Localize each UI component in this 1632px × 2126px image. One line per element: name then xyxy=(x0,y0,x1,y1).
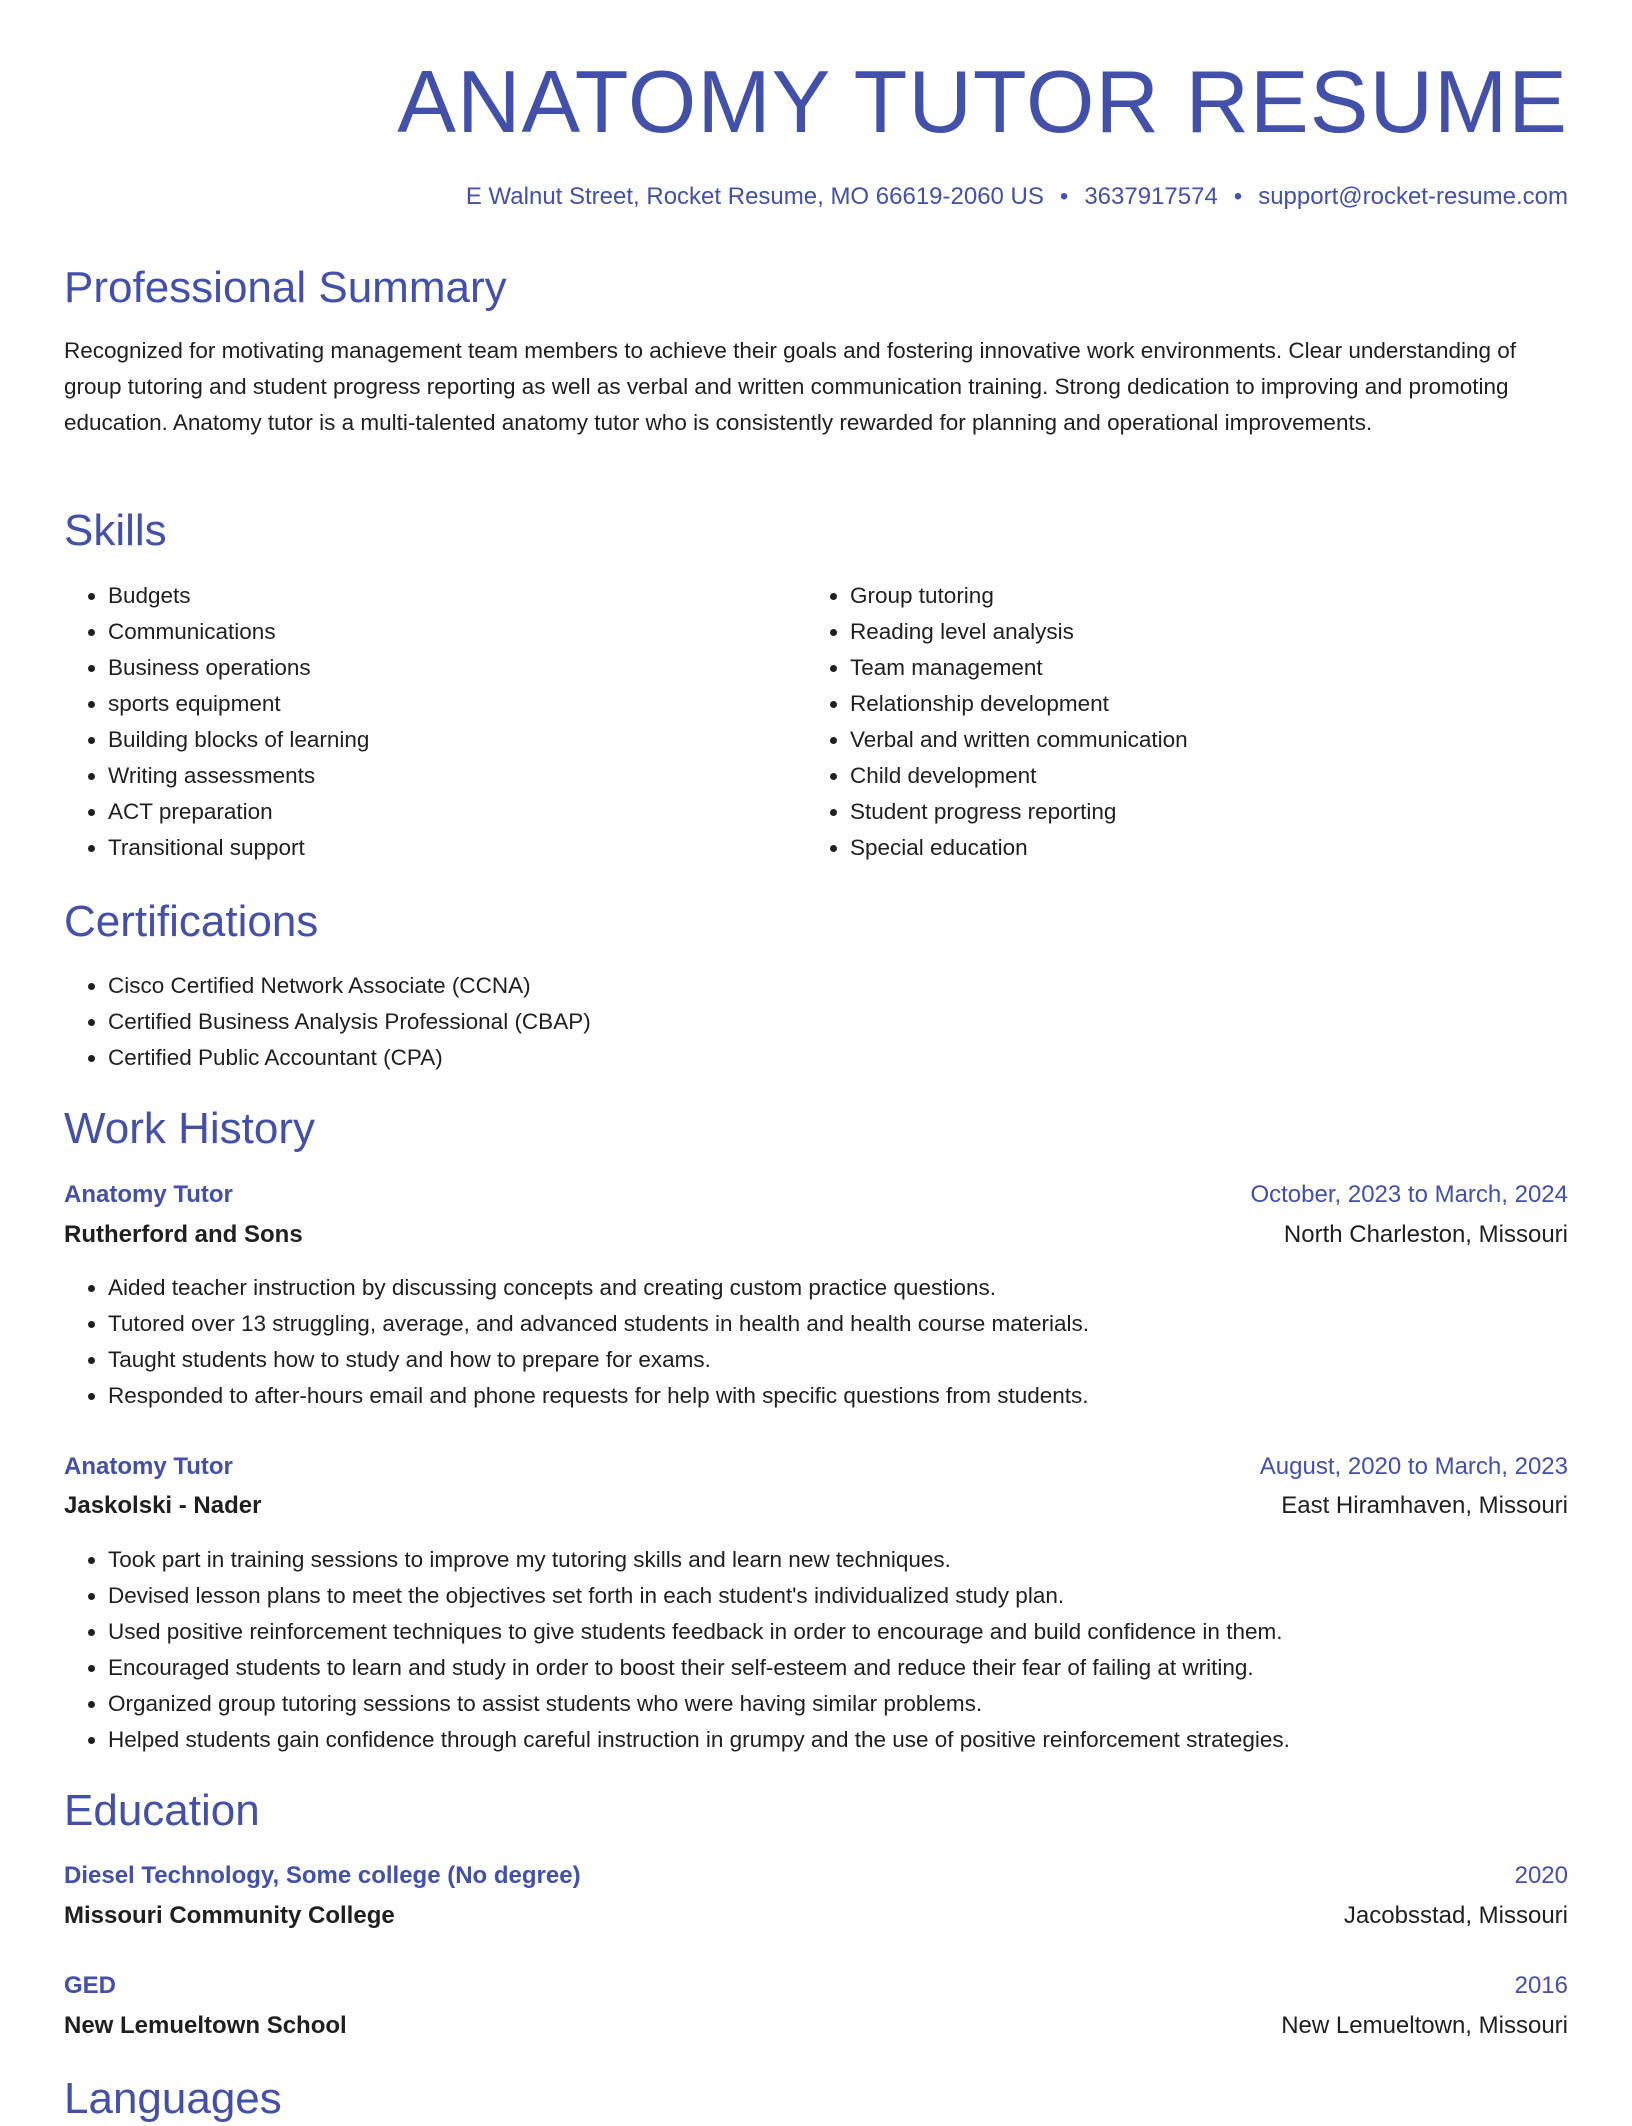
job-dates: August, 2020 to March, 2023 xyxy=(1259,1453,1568,1480)
certification-item: • Certified Public Accountant (CPA) xyxy=(108,1040,591,1076)
job-header xyxy=(64,1447,1568,1487)
certifications-heading: Certifications xyxy=(64,897,319,946)
job-bullets xyxy=(64,1542,1290,1758)
resume-page xyxy=(64,0,1568,2123)
job-title: Anatomy Tutor xyxy=(64,1453,233,1480)
education-heading: Education xyxy=(64,1786,260,1835)
skill-item: • Child development xyxy=(850,758,1188,794)
skill-item: • Group tutoring xyxy=(850,578,1188,614)
skill-item: • Team management xyxy=(850,650,1188,686)
education-subheader xyxy=(64,1896,1568,1936)
job-location: East Hiramhaven, Missouri xyxy=(1281,1492,1568,1519)
education-header xyxy=(64,1966,1568,2006)
skill-item: • Building blocks of learning xyxy=(108,722,369,758)
phone: 3637917574 xyxy=(1084,183,1218,210)
job-bullet: • Encouraged students to learn and study in order to boost their self-esteem and reduce their fear of failing at writing. xyxy=(108,1650,1290,1686)
job-title: Anatomy Tutor xyxy=(64,1181,233,1208)
skill-item: • Student progress reporting xyxy=(850,794,1188,830)
job-location: North Charleston, Missouri xyxy=(1283,1221,1568,1248)
skill-item: • Transitional support xyxy=(108,830,369,866)
contact-line xyxy=(466,180,1568,214)
job-bullets xyxy=(64,1270,1089,1414)
education-location: Jacobsstad, Missouri xyxy=(1343,1902,1568,1929)
job-bullet: • Used positive reinforcement techniques to give students feedback in order to encourage and build confidence in them. xyxy=(108,1614,1290,1650)
languages-heading: Languages xyxy=(64,2074,282,2123)
job-bullet: • Took part in training sessions to improve my tutoring skills and learn new techniques. xyxy=(108,1542,1290,1578)
job-bullet: • Taught students how to study and how to prepare for exams. xyxy=(108,1342,1089,1378)
education-school: Missouri Community College xyxy=(64,1902,395,1929)
job-dates: October, 2023 to March, 2024 xyxy=(1250,1181,1568,1208)
certification-item: • Cisco Certified Network Associate (CCNA) xyxy=(108,968,591,1004)
education-subheader xyxy=(64,2006,1568,2046)
address: E Walnut Street, Rocket Resume, MO 66619-2060 US xyxy=(465,183,1044,210)
education-year: 2020 xyxy=(1514,1862,1568,1889)
skill-item: • Business operations xyxy=(108,650,369,686)
skills-heading: Skills xyxy=(64,506,167,555)
work-history-heading: Work History xyxy=(64,1104,315,1153)
certifications-list xyxy=(64,968,591,1076)
education-school: New Lemueltown School xyxy=(64,2012,347,2039)
certification-item: • Certified Business Analysis Professional (CBAP) xyxy=(108,1004,591,1040)
skill-item: • sports equipment xyxy=(108,686,369,722)
skill-item: • Reading level analysis xyxy=(850,614,1188,650)
skill-item: • Verbal and written communication xyxy=(850,722,1188,758)
job-bullet: • Aided teacher instruction by discussing concepts and creating custom practice questions. xyxy=(108,1270,1089,1306)
skill-item: • Budgets xyxy=(108,578,369,614)
contact-separator: • xyxy=(1233,183,1243,210)
summary-text: Recognized for motivating management team members to achieve their goals and fostering innovative work environments. Clear understanding of group tutoring and student progress reporting as well as verbal and written communication training. Strong dedication to improving and promoting education. Anatomy tutor is a multi-talented anatomy tutor who is consistently rewarded for planning and operational improvements. xyxy=(64,338,1517,435)
skills-list-left xyxy=(64,578,369,866)
job-bullet: • Responded to after-hours email and phone requests for help with specific questions from students. xyxy=(108,1378,1089,1414)
job-subheader xyxy=(64,1215,1568,1255)
skill-item: • Writing assessments xyxy=(108,758,369,794)
contact-separator: • xyxy=(1059,183,1069,210)
education-header xyxy=(64,1856,1568,1896)
skill-item: • Relationship development xyxy=(850,686,1188,722)
email: support@rocket-resume.com xyxy=(1258,183,1568,210)
education-location: New Lemueltown, Missouri xyxy=(1281,2012,1568,2039)
job-company: Jaskolski - Nader xyxy=(64,1492,262,1519)
resume-title: ANATOMY TUTOR RESUME xyxy=(397,52,1568,151)
skills-list-right xyxy=(806,578,1188,866)
job-bullet: • Devised lesson plans to meet the objectives set forth in each student's individualized study plan. xyxy=(108,1578,1290,1614)
summary-heading: Professional Summary xyxy=(64,263,507,312)
job-header xyxy=(64,1175,1568,1215)
job-bullet: • Helped students gain confidence through careful instruction in grumpy and the use of positive reinforcement strategies. xyxy=(108,1722,1290,1758)
job-bullet: • Organized group tutoring sessions to assist students who were having similar problems. xyxy=(108,1686,1290,1722)
job-subheader xyxy=(64,1486,1568,1526)
education-degree: Diesel Technology, Some college (No degree) xyxy=(64,1862,581,1889)
education-year: 2016 xyxy=(1514,1972,1568,1999)
job-bullet: • Tutored over 13 struggling, average, and advanced students in health and health course materials. xyxy=(108,1306,1089,1342)
education-degree: GED xyxy=(64,1972,117,1999)
skill-item: • Communications xyxy=(108,614,369,650)
skill-item: • Special education xyxy=(850,830,1188,866)
job-company: Rutherford and Sons xyxy=(64,1221,303,1248)
skill-item: • ACT preparation xyxy=(108,794,369,830)
